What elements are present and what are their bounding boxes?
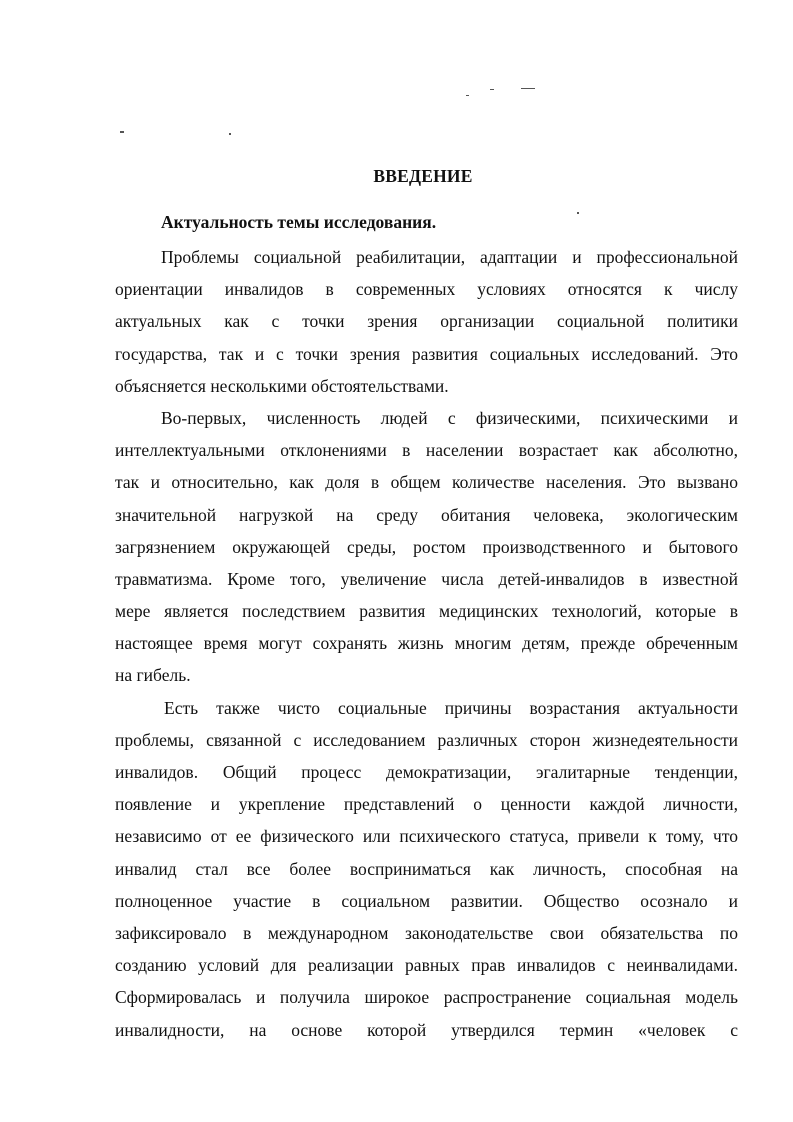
scan-speck (577, 212, 579, 214)
section-title: ВВЕДЕНИЕ (373, 166, 473, 186)
text-line: инвалидности, на основе которой утвердился термин «человек с (115, 1019, 738, 1040)
text-line: независимо от ее физического или психического статуса, привели к тому, что (115, 826, 738, 847)
text-line: значительной нагрузкой на среду обитания человека, экологическим (115, 504, 738, 525)
text-line: интеллектуальными отклонениями в населении возрастает как абсолютно, (115, 440, 738, 461)
text-line: появление и укрепление представлений о ценности каждой личности, (115, 794, 738, 815)
scan-speck (466, 95, 469, 96)
text-line: настоящее время могут сохранять жизнь многим детям, прежде обреченным (115, 633, 738, 654)
text-line: государства, так и с точки зрения развития социальных исследований. Это (115, 343, 738, 364)
text-line: актуальных как с точки зрения организации социальной политики (115, 311, 738, 332)
scan-speck (521, 88, 535, 89)
text-line: мере является последствием развития медицинских технологий, которые в (115, 601, 738, 622)
text-line: инвалид стал все более восприниматься как личность, способная на (115, 858, 738, 879)
scan-speck (120, 131, 124, 133)
text-line: ориентации инвалидов в современных условиях относятся к числу (115, 279, 738, 300)
text-line: зафиксировало в международном законодательстве свои обязательства по (115, 922, 738, 943)
text-line: Сформировалась и получила широкое распространение социальная модель (115, 987, 738, 1008)
text-line: созданию условий для реализации равных прав инвалидов с неинвалидами. (115, 955, 738, 976)
body-text (115, 241, 738, 1046)
text-line: на гибель. (115, 665, 191, 686)
text-line: Есть также чисто социальные причины возрастания актуальности (164, 697, 738, 718)
text-line: так и относительно, как доля в общем количестве населения. Это вызвано (115, 472, 738, 493)
section-subtitle: Актуальность темы исследования. (161, 212, 437, 232)
text-line: объясняется несколькими обстоятельствами. (115, 375, 449, 396)
scan-speck (490, 89, 494, 90)
text-line: травматизма. Кроме того, увеличение числа детей-инвалидов в известной (115, 568, 738, 589)
text-line: проблемы, связанной с исследованием различных сторон жизнедеятельности (115, 729, 738, 750)
text-line: инвалидов. Общий процесс демократизации, эгалитарные тенденции, (115, 762, 738, 782)
text-line: загрязнением окружающей среды, ростом производственного и бытового (115, 536, 738, 557)
text-line: полноценное участие в социальном развитии. Общество осознало и (115, 890, 738, 911)
text-line: Проблемы социальной реабилитации, адаптации и профессиональной (161, 247, 738, 267)
scan-speck (229, 133, 231, 135)
text-line: Во-первых, численность людей с физическими, психическими и (161, 407, 738, 428)
